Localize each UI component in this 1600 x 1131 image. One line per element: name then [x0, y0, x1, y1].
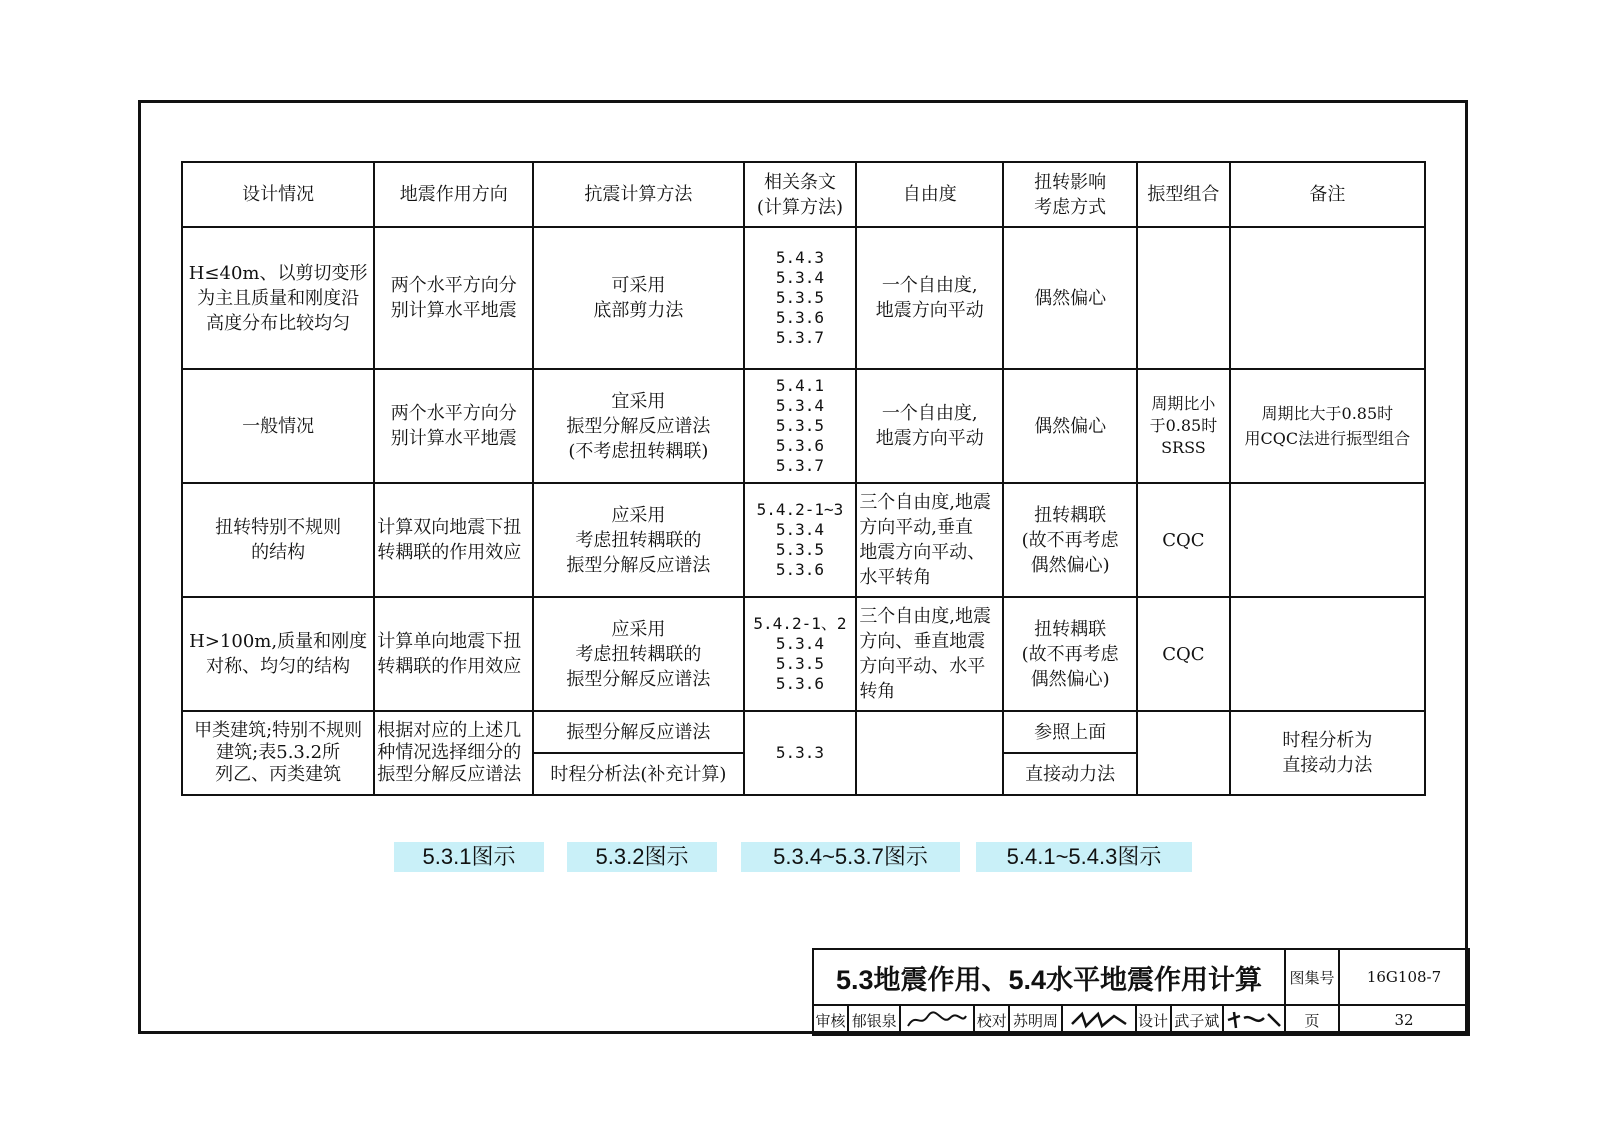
header-clauses: 相关条文 (计算方法): [744, 162, 857, 227]
cell-clauses: 5.4.1 5.3.4 5.3.5 5.3.6 5.3.7: [744, 369, 857, 483]
cell-case: 一般情况: [182, 369, 374, 483]
cell-torsion: 扭转耦联 (故不再考虑 偶然偏心): [1003, 483, 1137, 597]
cell-torsion-a: 参照上面: [1004, 712, 1136, 754]
cell-note: [1230, 597, 1425, 711]
checker-signature: [1063, 1006, 1137, 1034]
header-combination: 振型组合: [1137, 162, 1230, 227]
cell-clauses: 5.4.3 5.3.4 5.3.5 5.3.6 5.3.7: [744, 227, 857, 369]
header-row: [182, 162, 1425, 227]
signature-mark: [1224, 1010, 1284, 1030]
header-dof: 自由度: [856, 162, 1003, 227]
cell-direction: 两个水平方向分 别计算水平地震: [374, 227, 533, 369]
cell-torsion-b: 直接动力法: [1025, 763, 1116, 785]
cell-dof: 一个自由度, 地震方向平动: [856, 369, 1003, 483]
link-fig-5-4-1-to-5-4-3[interactable]: 5.4.1~5.4.3图示: [976, 842, 1192, 872]
atlas-label: 图集号: [1285, 949, 1339, 1005]
table-row: [182, 227, 1425, 369]
designer-name: 武子斌: [1172, 1006, 1224, 1034]
cell-method: 应采用 考虑扭转耦联的 振型分解反应谱法: [533, 597, 743, 711]
drawing-title: 5.3地震作用、5.4水平地震作用计算: [813, 949, 1285, 1005]
header-torsion: 扭转影响 考虑方式: [1003, 162, 1137, 227]
link-fig-5-3-2[interactable]: 5.3.2图示: [567, 842, 717, 872]
link-fig-5-3-4-to-5-3-7[interactable]: 5.3.4~5.3.7图示: [741, 842, 960, 872]
cell-note: 周期比大于0.85时 用CQC法进行振型组合: [1230, 369, 1425, 483]
header-method: 抗震计算方法: [533, 162, 743, 227]
cell-combination: [1137, 227, 1230, 369]
seismic-method-table: [181, 161, 1426, 796]
cell-method: 应采用 考虑扭转耦联的 振型分解反应谱法: [533, 483, 743, 597]
cell-case: 甲类建筑;特别不规则 建筑;表5.3.2所 列乙、丙类建筑: [182, 711, 374, 795]
check-label: 校对: [975, 1006, 1010, 1034]
cell-torsion: 扭转耦联 (故不再考虑 偶然偏心): [1003, 597, 1137, 711]
reviewer-name: 郁银泉: [849, 1006, 901, 1034]
checker-name: 苏明周: [1010, 1006, 1062, 1034]
cell-method: 可采用 底部剪力法: [533, 227, 743, 369]
header-direction: 地震作用方向: [374, 162, 533, 227]
cell-method: 宜采用 振型分解反应谱法 (不考虑扭转耦联): [533, 369, 743, 483]
cell-method-a: 振型分解反应谱法: [534, 712, 742, 754]
cell-combination: [1137, 711, 1230, 795]
designer-signature: [1224, 1006, 1284, 1034]
atlas-number: 16G108-7: [1339, 949, 1469, 1005]
page-label: 页: [1285, 1005, 1339, 1035]
table-row: [182, 597, 1425, 711]
cell-direction: 计算双向地震下扭 转耦联的作用效应: [374, 483, 533, 597]
title-block: [812, 948, 1470, 1036]
cell-torsion-split: [1003, 711, 1137, 795]
cell-clauses: 5.4.2-1~3 5.3.4 5.3.5 5.3.6: [744, 483, 857, 597]
cell-dof: [856, 711, 1003, 795]
figure-links: [0, 842, 1600, 872]
table-row: [182, 369, 1425, 483]
cell-combination: 周期比小 于0.85时 SRSS: [1137, 369, 1230, 483]
signature-mark: [1068, 1010, 1130, 1030]
cell-case: H≤40m、以剪切变形 为主且质量和刚度沿 高度分布比较均匀: [182, 227, 374, 369]
cell-dof: 三个自由度,地震 方向平动,垂直 地震方向平动、 水平转角: [856, 483, 1003, 597]
design-label: 设计: [1137, 1006, 1172, 1034]
cell-case: 扭转特别不规则 的结构: [182, 483, 374, 597]
header-case: 设计情况: [182, 162, 374, 227]
cell-clauses: 5.3.3: [744, 711, 857, 795]
cell-torsion: 偶然偏心: [1003, 369, 1137, 483]
reviewer-signature: [901, 1006, 975, 1034]
link-fig-5-3-1[interactable]: 5.3.1图示: [394, 842, 544, 872]
cell-direction: 两个水平方向分 别计算水平地震: [374, 369, 533, 483]
cell-combination: CQC: [1137, 483, 1230, 597]
cell-direction: 计算单向地震下扭 转耦联的作用效应: [374, 597, 533, 711]
review-label: 审核: [814, 1006, 849, 1034]
table-row: [182, 483, 1425, 597]
signature-mark: [906, 1010, 968, 1030]
cell-note: [1230, 227, 1425, 369]
cell-method-split: [533, 711, 743, 795]
cell-clauses: 5.4.2-1、2 5.3.4 5.3.5 5.3.6: [744, 597, 857, 711]
signature-row: [813, 1005, 1285, 1035]
header-note: 备注: [1230, 162, 1425, 227]
cell-case: H>100m,质量和刚度 对称、均匀的结构: [182, 597, 374, 711]
table-row: [182, 711, 1425, 795]
cell-direction: 根据对应的上述几 种情况选择细分的 振型分解反应谱法: [374, 711, 533, 795]
cell-dof: 三个自由度,地震 方向、垂直地震 方向平动、水平 转角: [856, 597, 1003, 711]
cell-dof: 一个自由度, 地震方向平动: [856, 227, 1003, 369]
cell-method-b: 时程分析法(补充计算): [550, 763, 727, 785]
cell-torsion: 偶然偏心: [1003, 227, 1137, 369]
cell-note: [1230, 483, 1425, 597]
cell-note: 时程分析为 直接动力法: [1230, 711, 1425, 795]
page-number: 32: [1339, 1005, 1469, 1035]
cell-combination: CQC: [1137, 597, 1230, 711]
